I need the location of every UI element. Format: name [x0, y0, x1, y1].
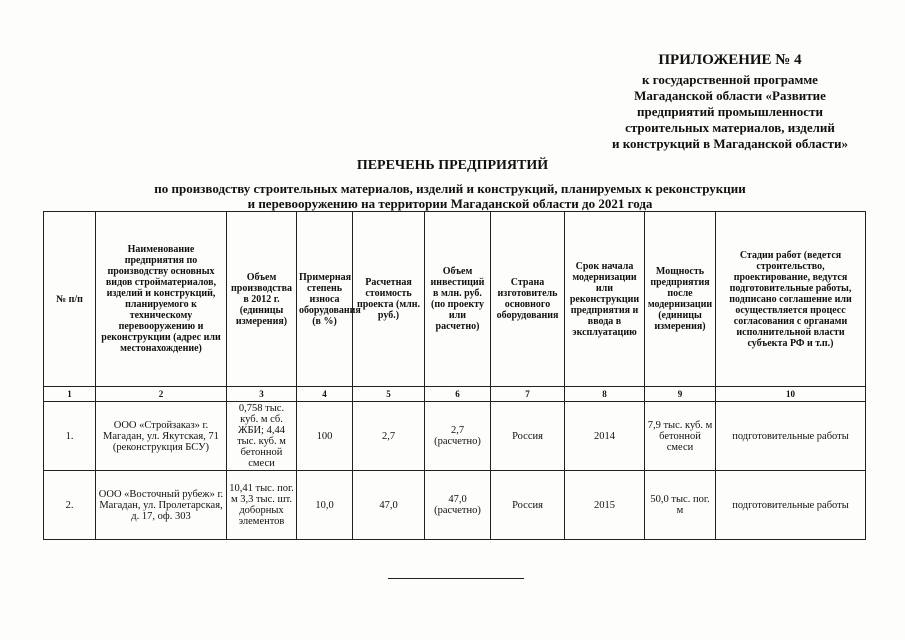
- column-number: 3: [227, 387, 297, 402]
- column-header: Объем производства в 2012 г. (единицы измерения): [227, 212, 297, 387]
- cell-enterprise-name: ООО «Восточный рубеж» г. Магадан, ул. Пролетарская, д. 17, оф. 303: [96, 471, 227, 540]
- column-number: 7: [491, 387, 565, 402]
- column-number: 2: [96, 387, 227, 402]
- cell-volume: 10,41 тыс. пог. м 3,3 тыс. шт. доборных элементов: [227, 471, 297, 540]
- column-number: 6: [425, 387, 491, 402]
- table-row: [44, 402, 866, 471]
- footer-divider: [388, 578, 524, 579]
- column-number-row: [44, 387, 866, 402]
- appendix-block: [560, 52, 900, 152]
- table-row: [44, 471, 866, 540]
- appendix-line: Магаданской области «Развитие: [634, 88, 826, 103]
- column-header: Примерная степень износа оборудования (в %): [297, 212, 353, 387]
- column-number: 10: [716, 387, 866, 402]
- cell-number: 2.: [44, 471, 96, 540]
- subheading-line: и перевооружению на территории Магаданской области до 2021 года: [247, 196, 653, 211]
- cell-term: 2015: [565, 471, 645, 540]
- appendix-line: предприятий промышленности: [637, 104, 823, 119]
- cell-cost: 47,0: [353, 471, 425, 540]
- appendix-line: и конструкций в Магаданской области»: [611, 136, 849, 151]
- cell-number: 1.: [44, 402, 96, 471]
- document-heading: ПЕРЕЧЕНЬ ПРЕДПРИЯТИЙ: [356, 158, 549, 173]
- appendix-line: к государственной программе: [642, 72, 818, 87]
- enterprises-table: [43, 211, 866, 540]
- cell-investment: 2,7 (расчетно): [425, 402, 491, 471]
- cell-country: Россия: [491, 471, 565, 540]
- cell-stage: подготовительные работы: [716, 402, 866, 471]
- cell-wear: 100: [297, 402, 353, 471]
- column-header: Объем инвестиций в млн. руб. (по проекту или расчетно): [425, 212, 491, 387]
- column-header: Расчетная стоимость проекта (млн. руб.): [353, 212, 425, 387]
- cell-volume: 0,758 тыс. куб. м сб. ЖБИ; 4,44 тыс. куб. м бетонной смеси: [227, 402, 297, 471]
- table-header-row: [44, 212, 866, 387]
- column-header: Стадии работ (ведется строительство, проектирование, ведутся подготовительные работы, подписано соглашение или осуществляется процесс согласования с органами исполнительной власти субъекта РФ и т.п.): [716, 212, 866, 387]
- cell-stage: подготовительные работы: [716, 471, 866, 540]
- column-number: 4: [297, 387, 353, 402]
- cell-cost: 2,7: [353, 402, 425, 471]
- column-header: Страна изготовитель основного оборудования: [491, 212, 565, 387]
- cell-investment: 47,0 (расчетно): [425, 471, 491, 540]
- appendix-line: строительных материалов, изделий: [625, 120, 835, 135]
- column-number: 1: [44, 387, 96, 402]
- subheading-line: по производству строительных материалов, изделий и конструкций, планируемых к реконструкции: [154, 181, 746, 196]
- column-header: № п/п: [44, 212, 96, 387]
- cell-capacity: 7,9 тыс. куб. м бетонной смеси: [645, 402, 716, 471]
- cell-country: Россия: [491, 402, 565, 471]
- cell-wear: 10,0: [297, 471, 353, 540]
- column-number: 9: [645, 387, 716, 402]
- column-header: Мощность предприятия после модернизации (единицы измерения): [645, 212, 716, 387]
- cell-enterprise-name: ООО «Стройзаказ» г. Магадан, ул. Якутская, 71 (реконструкция БСУ): [96, 402, 227, 471]
- column-header: Наименование предприятия по производству основных видов стройматериалов, изделий и конструкций, планируемого к техническому перевооружению и реконструкции (адрес или местонахождение): [96, 212, 227, 387]
- cell-term: 2014: [565, 402, 645, 471]
- column-header: Срок начала модернизации или реконструкции предприятия и ввода в эксплуатацию: [565, 212, 645, 387]
- column-number: 5: [353, 387, 425, 402]
- appendix-title: ПРИЛОЖЕНИЕ № 4: [658, 52, 802, 68]
- cell-capacity: 50,0 тыс. пог. м: [645, 471, 716, 540]
- column-number: 8: [565, 387, 645, 402]
- document-subheading: [90, 181, 810, 211]
